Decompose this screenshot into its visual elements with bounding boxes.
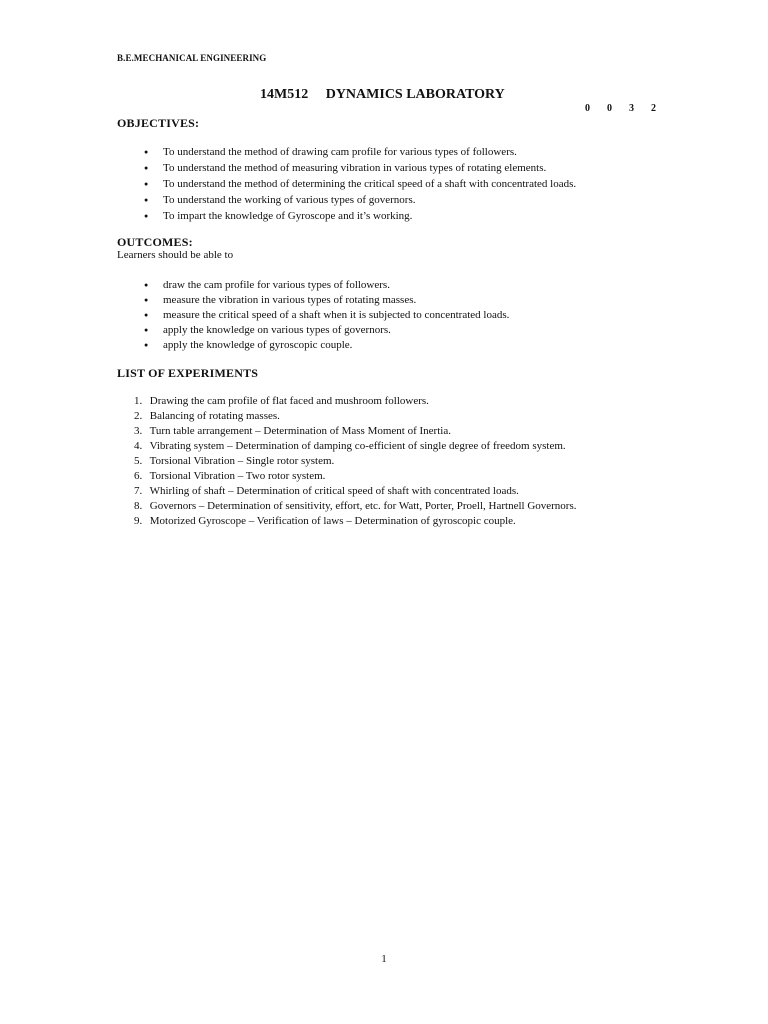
experiment-item — [134, 499, 577, 514]
experiment-text: Motorized Gyroscope – Verification of laws – Determination of gyroscopic couple. — [149, 515, 516, 527]
experiment-number: 5. — [134, 455, 143, 467]
outcomes-heading: OUTCOMES: — [117, 235, 193, 249]
objective-item: ● To understand the method of drawing cam profile for various types of followers. — [144, 144, 576, 160]
experiments-list — [134, 394, 577, 529]
experiment-text: Turn table arrangement – Determination of Mass Moment of Inertia. — [149, 425, 451, 437]
credit-tutorial: 0 — [607, 103, 612, 114]
experiment-number: 8. — [134, 500, 143, 512]
experiment-number: 2. — [134, 410, 143, 422]
experiment-item — [134, 469, 577, 484]
objective-item: ● To understand the working of various types of governors. — [144, 192, 576, 208]
objectives-list — [144, 144, 576, 224]
experiment-number: 7. — [134, 485, 143, 497]
experiment-number: 6. — [134, 470, 143, 482]
experiment-item — [134, 454, 577, 469]
outcome-item: ● draw the cam profile for various types of followers. — [144, 278, 509, 293]
outcomes-list — [144, 278, 509, 353]
experiment-text: Drawing the cam profile of flat faced and mushroom followers. — [149, 395, 429, 407]
department-label: B.E.MECHANICAL ENGINEERING — [117, 53, 267, 63]
outcomes-intro: Learners should be able to — [117, 249, 234, 261]
experiment-number: 9. — [134, 515, 143, 527]
outcome-item: ● measure the vibration in various types of rotating masses. — [144, 293, 509, 308]
experiment-item — [134, 409, 577, 424]
experiment-text: Balancing of rotating masses. — [149, 410, 280, 422]
experiment-text: Whirling of shaft – Determination of critical speed of shaft with concentrated loads. — [149, 485, 519, 497]
page-number: 1 — [381, 953, 387, 965]
credit-total: 2 — [651, 103, 656, 114]
experiment-item — [134, 394, 577, 409]
objective-item: ● To understand the method of determining the critical speed of a shaft with concentrated loads. — [144, 176, 576, 192]
experiment-text: Torsional Vibration – Two rotor system. — [149, 470, 326, 482]
objective-item: ● To impart the knowledge of Gyroscope and it’s working. — [144, 208, 576, 224]
objectives-heading: OBJECTIVES: — [117, 116, 200, 130]
outcome-item: ● measure the critical speed of a shaft when it is subjected to concentrated loads. — [144, 308, 509, 323]
experiments-heading: LIST OF EXPERIMENTS — [117, 366, 259, 380]
experiment-item — [134, 514, 577, 529]
experiment-text: Governors – Determination of sensitivity, effort, etc. for Watt, Porter, Proell, Hartnell Governors. — [149, 500, 577, 512]
experiment-number: 4. — [134, 440, 143, 452]
credits-row — [585, 103, 673, 114]
experiment-text: Torsional Vibration – Single rotor system. — [149, 455, 335, 467]
course-title: 14M512 DYNAMICS LABORATORY — [260, 87, 505, 102]
outcome-item: ● apply the knowledge on various types of governors. — [144, 323, 509, 338]
experiment-item — [134, 439, 577, 454]
objective-item: ● To understand the method of measuring vibration in various types of rotating elements. — [144, 160, 576, 176]
experiment-number: 1. — [134, 395, 143, 407]
experiment-item — [134, 484, 577, 499]
experiment-text: Vibrating system – Determination of damping co-efficient of single degree of freedom system. — [149, 440, 566, 452]
credit-practical: 3 — [629, 103, 634, 114]
experiment-item — [134, 424, 577, 439]
credit-lecture: 0 — [585, 103, 590, 114]
outcome-item: ● apply the knowledge of gyroscopic couple. — [144, 338, 509, 353]
experiment-number: 3. — [134, 425, 143, 437]
